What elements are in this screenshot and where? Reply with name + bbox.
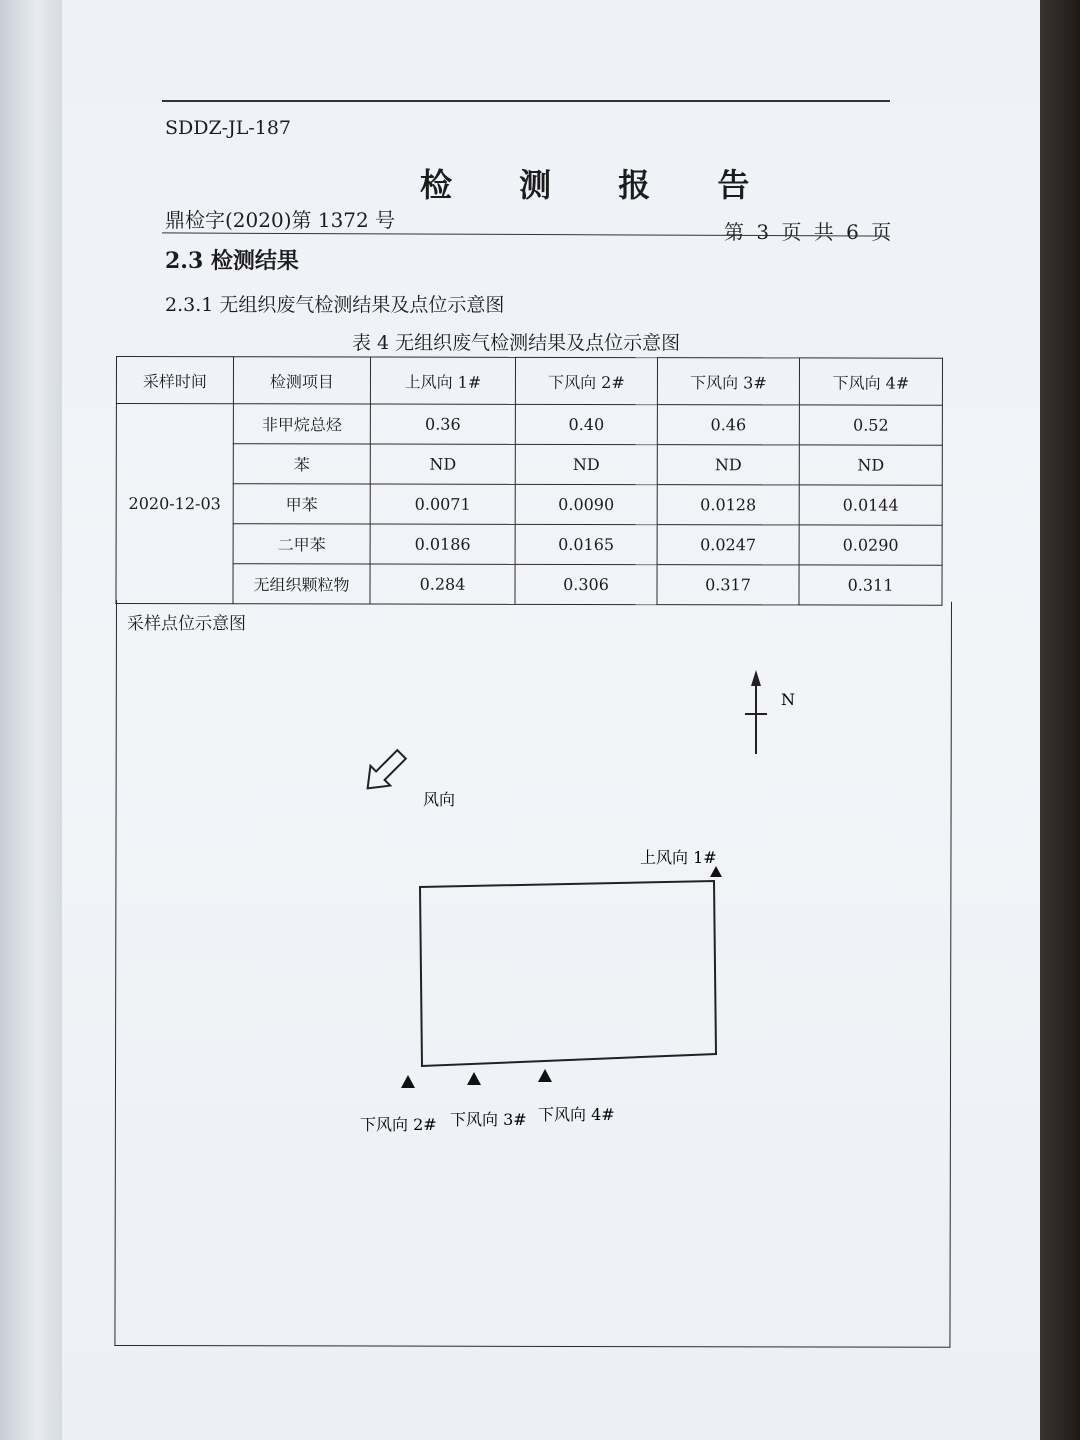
row-item: 非甲烷总烃 xyxy=(233,404,370,444)
cell-value: ND xyxy=(515,444,657,484)
sampling-date: 2020-12-03 xyxy=(116,404,233,604)
point-1-marker-icon xyxy=(710,866,722,877)
point-4-marker-icon xyxy=(538,1069,552,1082)
cell-value: 0.311 xyxy=(799,565,942,605)
cell-value: 0.0247 xyxy=(657,525,799,565)
wind-direction-icon xyxy=(358,745,412,799)
cell-value: 0.0186 xyxy=(370,524,515,564)
cell-value: 0.0128 xyxy=(657,485,799,525)
header-point-3: 下风向 3# xyxy=(657,358,799,405)
table-caption: 表 4 无组织废气检测结果及点位示意图 xyxy=(352,332,681,354)
cell-value: 0.36 xyxy=(370,404,515,444)
row-item: 二甲苯 xyxy=(233,524,370,564)
report-title: 检 测 报 告 xyxy=(420,166,778,204)
page-info: 第 3 页 共 6 页 xyxy=(724,220,892,244)
cell-value: 0.317 xyxy=(657,565,799,605)
row-item: 无组织颗粒物 xyxy=(233,564,370,604)
facility-outline xyxy=(420,881,716,1066)
header-sampling-time: 采样时间 xyxy=(116,357,233,404)
subsection-heading: 2.3.1 无组织废气检测结果及点位示意图 xyxy=(165,294,505,316)
cell-value: 0.46 xyxy=(657,405,799,445)
point-1-label: 上风向 1# xyxy=(640,848,717,867)
cell-value: 0.52 xyxy=(799,405,942,445)
point-3-label: 下风向 3# xyxy=(450,1110,527,1129)
header-point-1: 上风向 1# xyxy=(370,357,515,404)
point-4-label: 下风向 4# xyxy=(538,1105,615,1124)
cell-value: ND xyxy=(370,444,515,484)
cell-value: 0.0144 xyxy=(799,485,942,525)
row-item: 苯 xyxy=(233,444,370,484)
diagram-label: 采样点位示意图 xyxy=(127,614,246,634)
report-number: 鼎检字(2020)第 1372 号 xyxy=(165,208,396,232)
cell-value: 0.0071 xyxy=(370,484,515,524)
section-heading: 2.3 检测结果 xyxy=(165,248,299,274)
cell-value: ND xyxy=(657,445,799,485)
cell-value: 0.306 xyxy=(515,564,657,604)
cell-value: 0.0290 xyxy=(799,525,942,565)
north-label: N xyxy=(781,690,795,709)
point-2-label: 下风向 2# xyxy=(360,1115,437,1134)
cell-value: 0.0090 xyxy=(515,484,657,524)
header-point-2: 下风向 2# xyxy=(515,357,657,404)
document-code: SDDZ-JL-187 xyxy=(165,117,292,139)
cell-value: 0.40 xyxy=(515,404,657,444)
point-2-marker-icon xyxy=(401,1075,415,1088)
row-item: 甲苯 xyxy=(233,484,370,524)
cell-value: 0.0165 xyxy=(515,524,657,564)
point-3-marker-icon xyxy=(467,1072,481,1085)
cell-value: 0.284 xyxy=(370,564,515,604)
north-arrow-icon xyxy=(745,670,767,754)
header-point-4: 下风向 4# xyxy=(799,358,942,405)
header-test-item: 检测项目 xyxy=(233,357,370,404)
cell-value: ND xyxy=(799,445,942,485)
wind-label: 风向 xyxy=(423,790,456,809)
